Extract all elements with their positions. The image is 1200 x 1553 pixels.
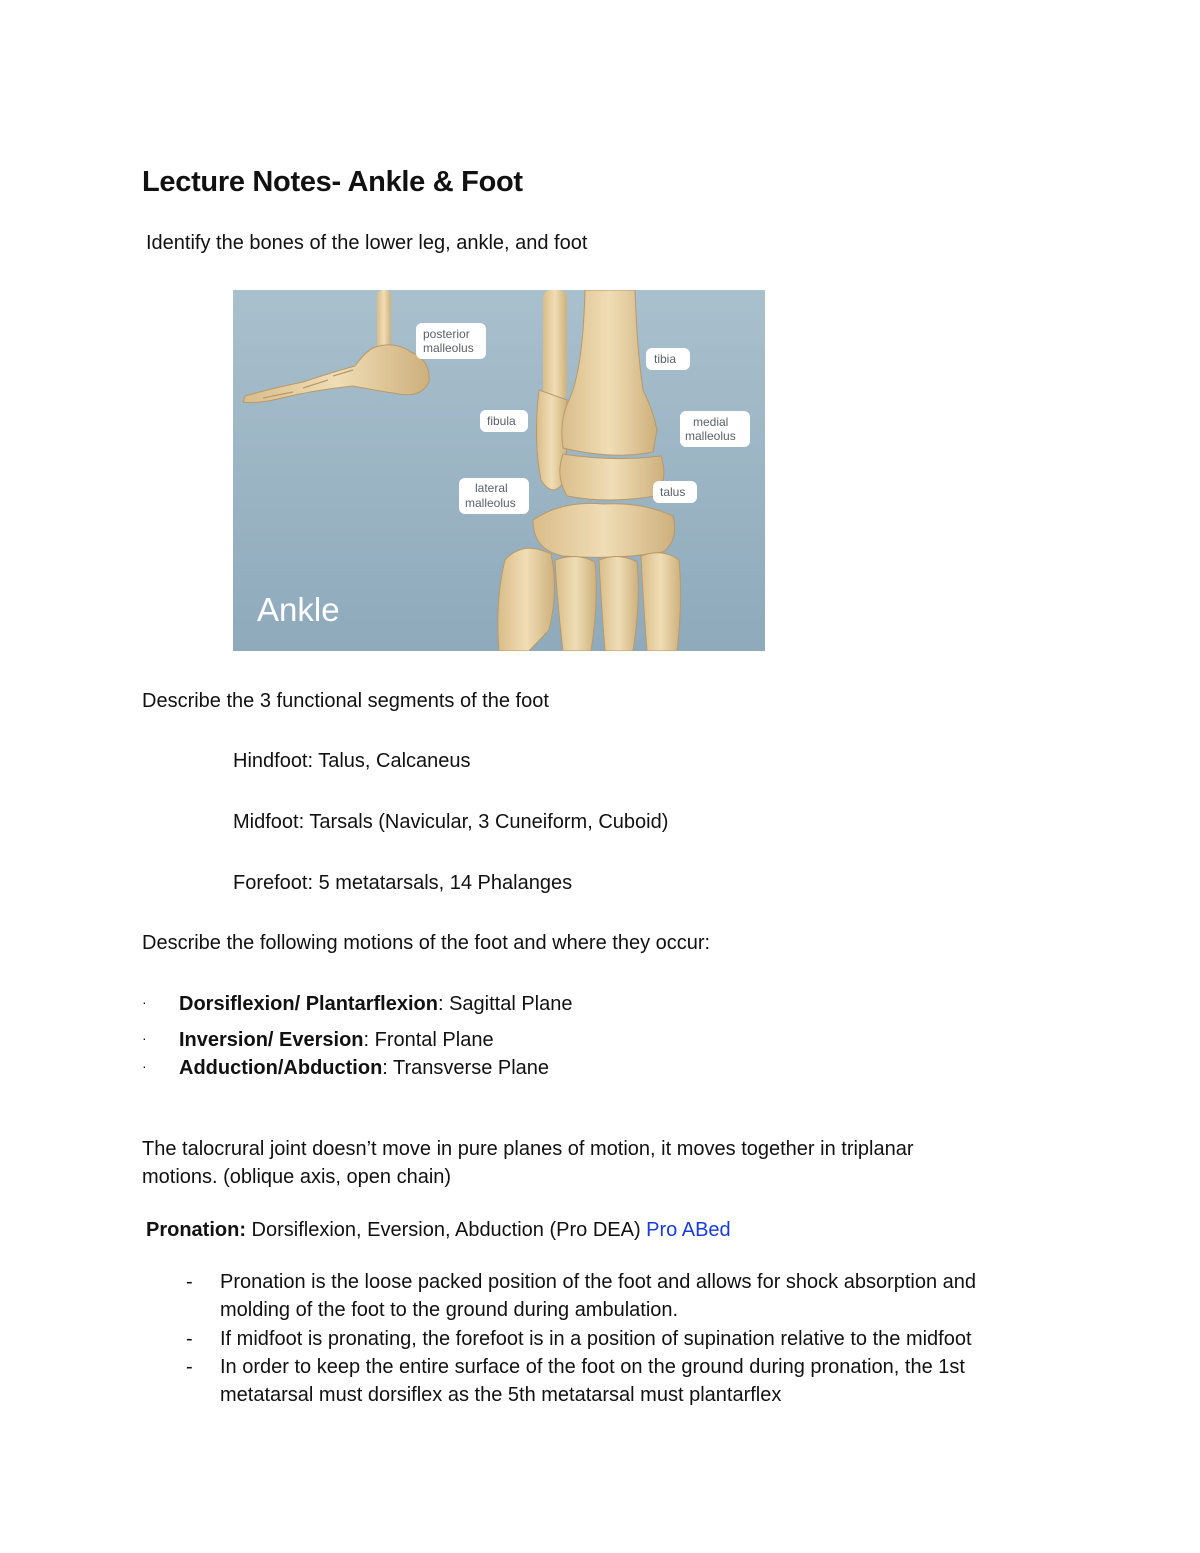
bullet-marker: · <box>142 994 147 1010</box>
dash-marker: - <box>186 1356 193 1378</box>
svg-text:fibula: fibula <box>487 414 516 428</box>
svg-text:tibia: tibia <box>654 352 677 366</box>
pronation-point: In order to keep the entire surface of the foot on the ground during pronation, the 1st metatarsal must dorsiflex as the 5th metatarsal must plantarflex <box>220 1356 965 1406</box>
svg-text:malleolus: malleolus <box>423 341 474 355</box>
svg-text:posterior: posterior <box>423 327 470 341</box>
pronation-term: Pronation: <box>146 1219 246 1241</box>
intro-text: Identify the bones of the lower leg, ankle, and foot <box>146 232 588 254</box>
dash-marker: - <box>186 1328 193 1350</box>
ankle-anatomy-image <box>233 290 765 651</box>
motion-term: Inversion/ Eversion <box>179 1029 364 1051</box>
pronation-mnemonic: Pro ABed <box>646 1219 731 1241</box>
bullet-marker: · <box>142 1058 147 1074</box>
label-fibula <box>480 410 528 432</box>
motion-plane: : Sagittal Plane <box>437 993 573 1015</box>
motion-plane: : Frontal Plane <box>363 1029 494 1051</box>
segment-forefoot: Forefoot: 5 metatarsals, 14 Phalanges <box>233 872 573 894</box>
motion-item <box>179 1054 549 1082</box>
pronation-point: Pronation is the loose packed position of the foot and allows for shock absorption and molding of the foot to the ground during ambulation. <box>220 1271 977 1321</box>
dash-marker: - <box>186 1271 193 1293</box>
motion-item <box>179 1026 494 1054</box>
motion-item <box>179 990 572 1018</box>
segment-midfoot: Midfoot: Tarsals (Navicular, 3 Cuneiform, Cuboid) <box>233 811 669 833</box>
figure-caption: Ankle <box>257 591 340 628</box>
label-medial-malleolus <box>680 411 750 447</box>
svg-text:lateral: lateral <box>475 481 508 495</box>
svg-text:talus: talus <box>660 485 686 499</box>
page-title: Lecture Notes- Ankle & Foot <box>142 166 523 198</box>
talocrural-paragraph: The talocrural joint doesn’t move in pure planes of motion, it moves together in triplanar motions. (oblique axis, open chain) <box>142 1138 914 1188</box>
pronation-point: If midfoot is pronating, the forefoot is in a position of supination relative to the midfoot <box>220 1328 972 1350</box>
motion-plane: : Transverse Plane <box>382 1057 550 1079</box>
pronation-components: Dorsiflexion, Eversion, Abduction (Pro DEA) <box>246 1219 647 1241</box>
talus-bone <box>560 454 664 500</box>
motion-term: Dorsiflexion/ Plantarflexion <box>179 993 438 1015</box>
motion-term: Adduction/Abduction <box>179 1057 383 1079</box>
label-lateral-malleolus <box>459 478 529 514</box>
segments-heading: Describe the 3 functional segments of the foot <box>142 690 549 712</box>
label-posterior-malleolus <box>416 323 486 359</box>
motions-heading: Describe the following motions of the foot and where they occur: <box>142 932 711 954</box>
pronation-line <box>146 1216 731 1244</box>
label-tibia <box>646 348 690 370</box>
svg-text:malleolus: malleolus <box>465 496 516 510</box>
segment-hindfoot: Hindfoot: Talus, Calcaneus <box>233 750 471 772</box>
bullet-marker: · <box>142 1030 147 1046</box>
svg-text:malleolus: malleolus <box>685 429 736 443</box>
svg-text:medial: medial <box>693 415 729 429</box>
label-talus <box>653 481 697 503</box>
